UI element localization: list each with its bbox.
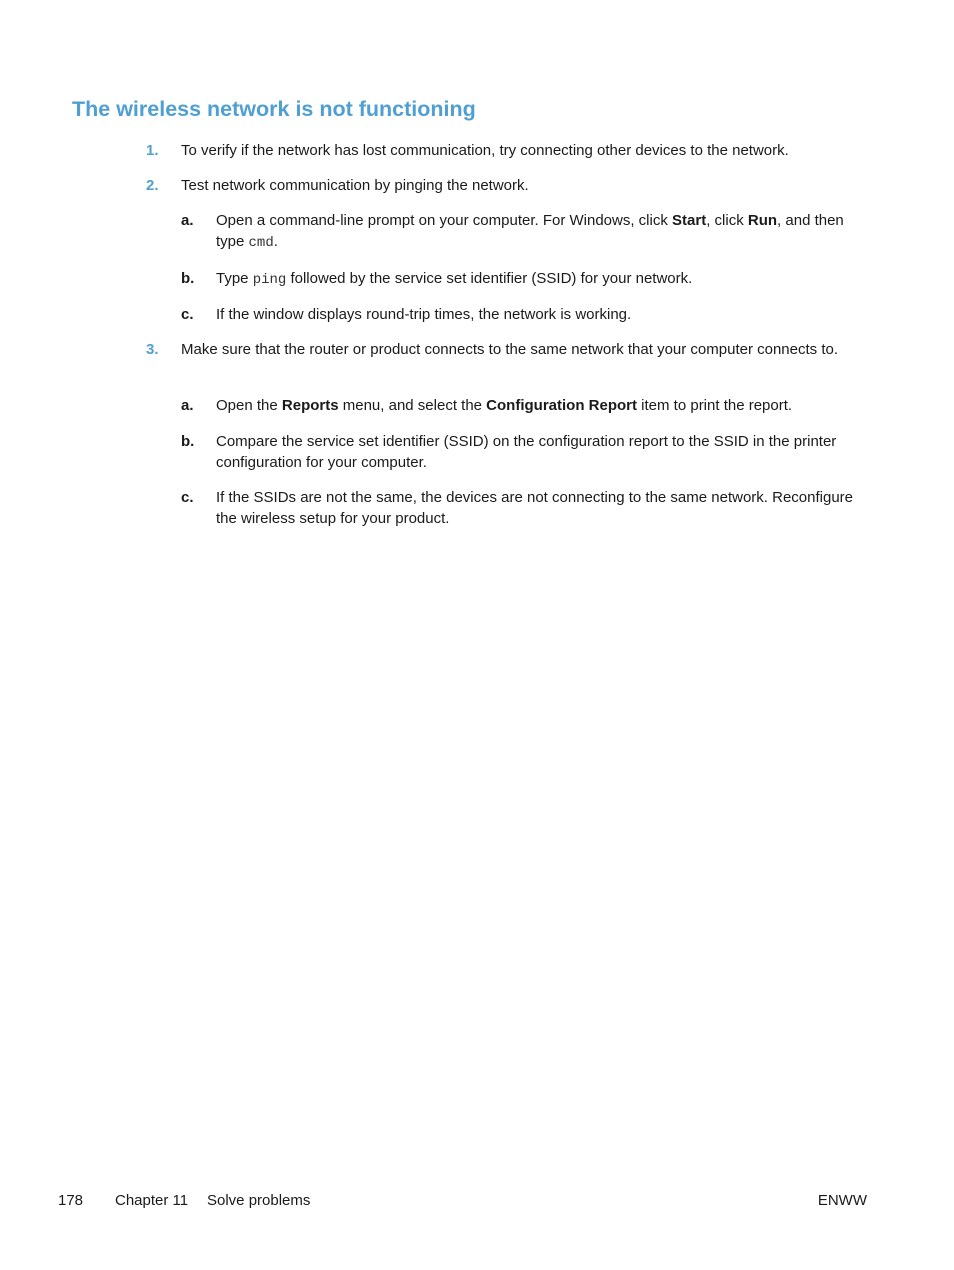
section-label: Solve problems — [207, 1192, 311, 1209]
section-heading: The wireless network is not functioning — [72, 97, 476, 121]
code-ping: ping — [252, 272, 287, 288]
step-text: Make sure that the router or product connects to the same network that your computer connects to. — [181, 341, 839, 358]
page-number: 178 — [58, 1192, 84, 1209]
substep-letter: c. — [181, 306, 194, 323]
step-text: To verify if the network has lost communication, try connecting other devices to the network. — [181, 142, 789, 159]
chapter-label: Chapter 11 — [115, 1192, 189, 1209]
code-cmd: cmd — [248, 235, 274, 251]
step-number: 3. — [146, 341, 159, 358]
step-number: 2. — [146, 177, 159, 194]
start-term: Start — [672, 212, 707, 229]
substep-text: Open the Reports menu, and select the Configuration Report item to print the report. — [216, 397, 793, 414]
reports-term: Reports — [281, 397, 339, 414]
substep-text: Open a command-line prompt on your computer. For Windows, click Start, click Run, and then type cmd. — [216, 212, 844, 251]
configuration-report-term: Configuration Report — [486, 397, 637, 414]
step-number: 1. — [146, 142, 159, 159]
run-term: Run — [747, 212, 778, 229]
substep-text: Type ping followed by the service set identifier (SSID) for your network. — [216, 270, 693, 288]
substep-text: Compare the service set identifier (SSID) on the configuration report to the SSID in the printer configuration for your computer. — [216, 433, 837, 471]
substep-letter: b. — [181, 433, 195, 450]
step-text: Test network communication by pinging the network. — [181, 177, 529, 194]
substep-letter: a. — [181, 397, 194, 414]
substep-text: If the SSIDs are not the same, the devices are not connecting to the same network. Reconfigure the wireless setup for your product. — [216, 489, 854, 527]
substep-letter: a. — [181, 212, 194, 229]
substep-letter: b. — [181, 270, 195, 287]
substep-text: If the window displays round-trip times, the network is working. — [216, 306, 632, 323]
substep-letter: c. — [181, 489, 194, 506]
footer-right-label: ENWW — [817, 1192, 867, 1209]
